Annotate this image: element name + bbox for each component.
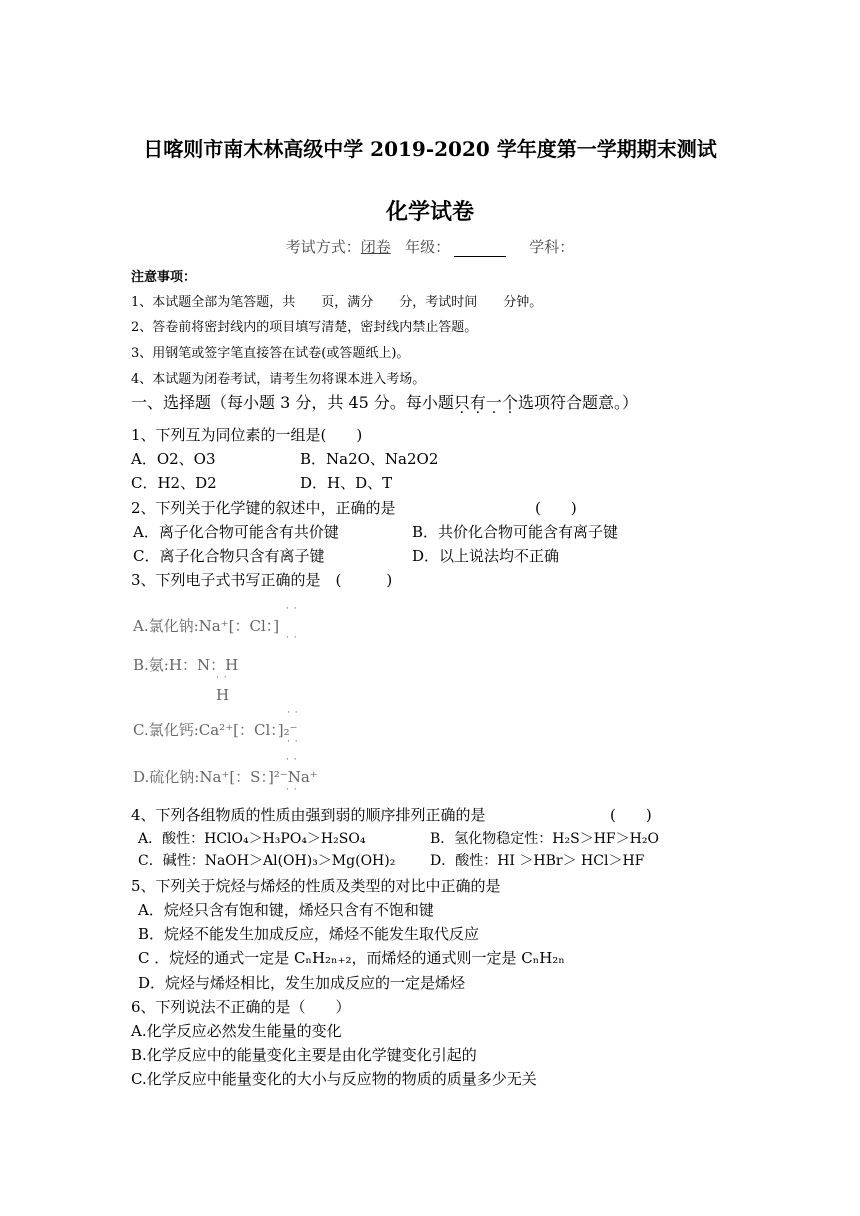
q1-option-b: B．Na2O、Na2O2 [300, 450, 439, 468]
question-6-stem: 6、下列说法不正确的是（ ） [131, 998, 351, 1016]
q6-option-a: A.化学反应必然发生能量的变化 [131, 1022, 342, 1040]
exam-meta [0, 236, 860, 257]
q5-option-a: A．烷烃只含有饱和键，烯烃只含有不饱和键 [138, 901, 434, 919]
q3-c-formula: Ca²⁺[：Cl：]₂⁻ [198, 721, 298, 739]
section-suffix: 选项符合题意。） [517, 393, 638, 412]
q3-option-c [133, 719, 298, 740]
q3-a-formula: Na⁺[：Cl：] [198, 617, 280, 635]
q3-a-label: A.氯化钠: [133, 617, 199, 635]
question-3-stem: 3、下列电子式书写正确的是 ( ) [131, 571, 393, 589]
note-item: 1、本试题全部为笔答题，共 页，满分 分，考试时间 分钟。 [131, 295, 543, 310]
q4-option-c: C．碱性：NaOH＞Al(OH)₃＞Mg(OH)₂ [138, 853, 396, 869]
section-prefix: 一、选择题（每小题 3 分，共 45 分。每小题 [131, 393, 454, 412]
q3-option-b [133, 654, 238, 675]
q1-option-a: A．O2、O3 [131, 450, 216, 468]
q6-option-b: B.化学反应中的能量变化主要是由化学键变化引起的 [131, 1046, 477, 1064]
q3-c-label: C.氯化钙: [133, 721, 199, 739]
emph-char: 有 [469, 393, 486, 412]
grade-blank[interactable] [454, 242, 506, 257]
electron-dots: · · [286, 785, 298, 795]
question-2-stem: 2、下列关于化学键的叙述中，正确的是 [131, 499, 396, 517]
q2-paren: ( ) [535, 499, 577, 517]
question-1-stem: 1、下列互为同位素的一组是( ) [131, 426, 363, 444]
mode-label: 考试方式： [285, 238, 361, 256]
q4-paren: ( ) [610, 806, 652, 824]
note-item: 3、用钢笔或签字笔直接答在试卷(或答题纸上)。 [131, 346, 410, 361]
q1-option-d: D．H、D、T [300, 474, 393, 492]
q6-option-c: C.化学反应中能量变化的大小与反应物的物质的质量多少无关 [131, 1070, 537, 1088]
section-heading [131, 390, 638, 413]
q2-option-d: D．以上说法均不正确 [412, 547, 560, 565]
grade-label: 年级： [405, 238, 451, 256]
electron-dots: · · [286, 755, 298, 765]
q4-option-b: B．氢化物稳定性：H₂S＞HF＞H₂O [430, 831, 659, 847]
mode-value: 闭卷 [360, 238, 391, 256]
note-item: 2、答卷前将密封线内的项目填写清楚，密封线内禁止答题。 [131, 320, 478, 335]
emph-char: 个 [501, 393, 518, 412]
q3-b-lower-h: H [216, 686, 230, 704]
emph-char: 只 [453, 393, 470, 412]
exam-title: 日喀则市南木林高级中学 2019-2020 学年度第一学期期末测试 [143, 137, 717, 161]
q3-option-a [133, 615, 279, 636]
emph-char: 一 [485, 393, 502, 412]
electron-dots: · · [286, 604, 298, 614]
question-5-stem: 5、下列关于烷烃与烯烃的性质及类型的对比中正确的是 [131, 877, 501, 895]
q3-option-d [133, 766, 318, 787]
q5-option-c: C ．烷烃的通式一定是 CₙH₂ₙ₊₂，而烯烃的通式则一定是 CₙH₂ₙ [138, 949, 565, 967]
electron-dots: · · [286, 633, 298, 643]
q4-option-d: D．酸性：HI ＞HBr＞ HCl＞HF [430, 853, 645, 869]
notes-heading: 注意事项： [131, 270, 197, 285]
q3-d-label: D.硫化钠: [133, 768, 200, 786]
q2-option-b: B．共价化合物可能含有离子键 [412, 523, 619, 541]
q2-option-c: C．离子化合物只含有离子键 [133, 547, 325, 565]
electron-dots: · · [287, 737, 299, 747]
question-4-stem: 4、下列各组物质的性质由强到弱的顺序排列正确的是 [131, 806, 486, 824]
electron-dots: · · [216, 673, 228, 683]
q3-b-label: B.氨: [133, 656, 169, 674]
q5-option-b: B．烷烃不能发生加成反应，烯烃不能发生取代反应 [138, 925, 480, 943]
q1-option-c: C．H2、D2 [131, 474, 217, 492]
q4-option-a: A．酸性：HClO₄＞H₃PO₄＞H₂SO₄ [138, 831, 366, 847]
q2-option-a: A．离子化合物可能含有共价键 [133, 523, 339, 541]
note-item: 4、本试题为闭卷考试，请考生勿将课本进入考场。 [131, 372, 426, 387]
exam-subtitle: 化学试卷 [385, 199, 474, 225]
electron-dots: · · [287, 708, 299, 718]
q3-d-formula: Na⁺[：S：]²⁻Na⁺ [199, 768, 318, 786]
q3-b-formula: H：N：H [168, 656, 239, 674]
subject-label: 学科： [529, 238, 575, 256]
q5-option-d: D．烷烃与烯烃相比，发生加成反应的一定是烯烃 [138, 974, 466, 992]
